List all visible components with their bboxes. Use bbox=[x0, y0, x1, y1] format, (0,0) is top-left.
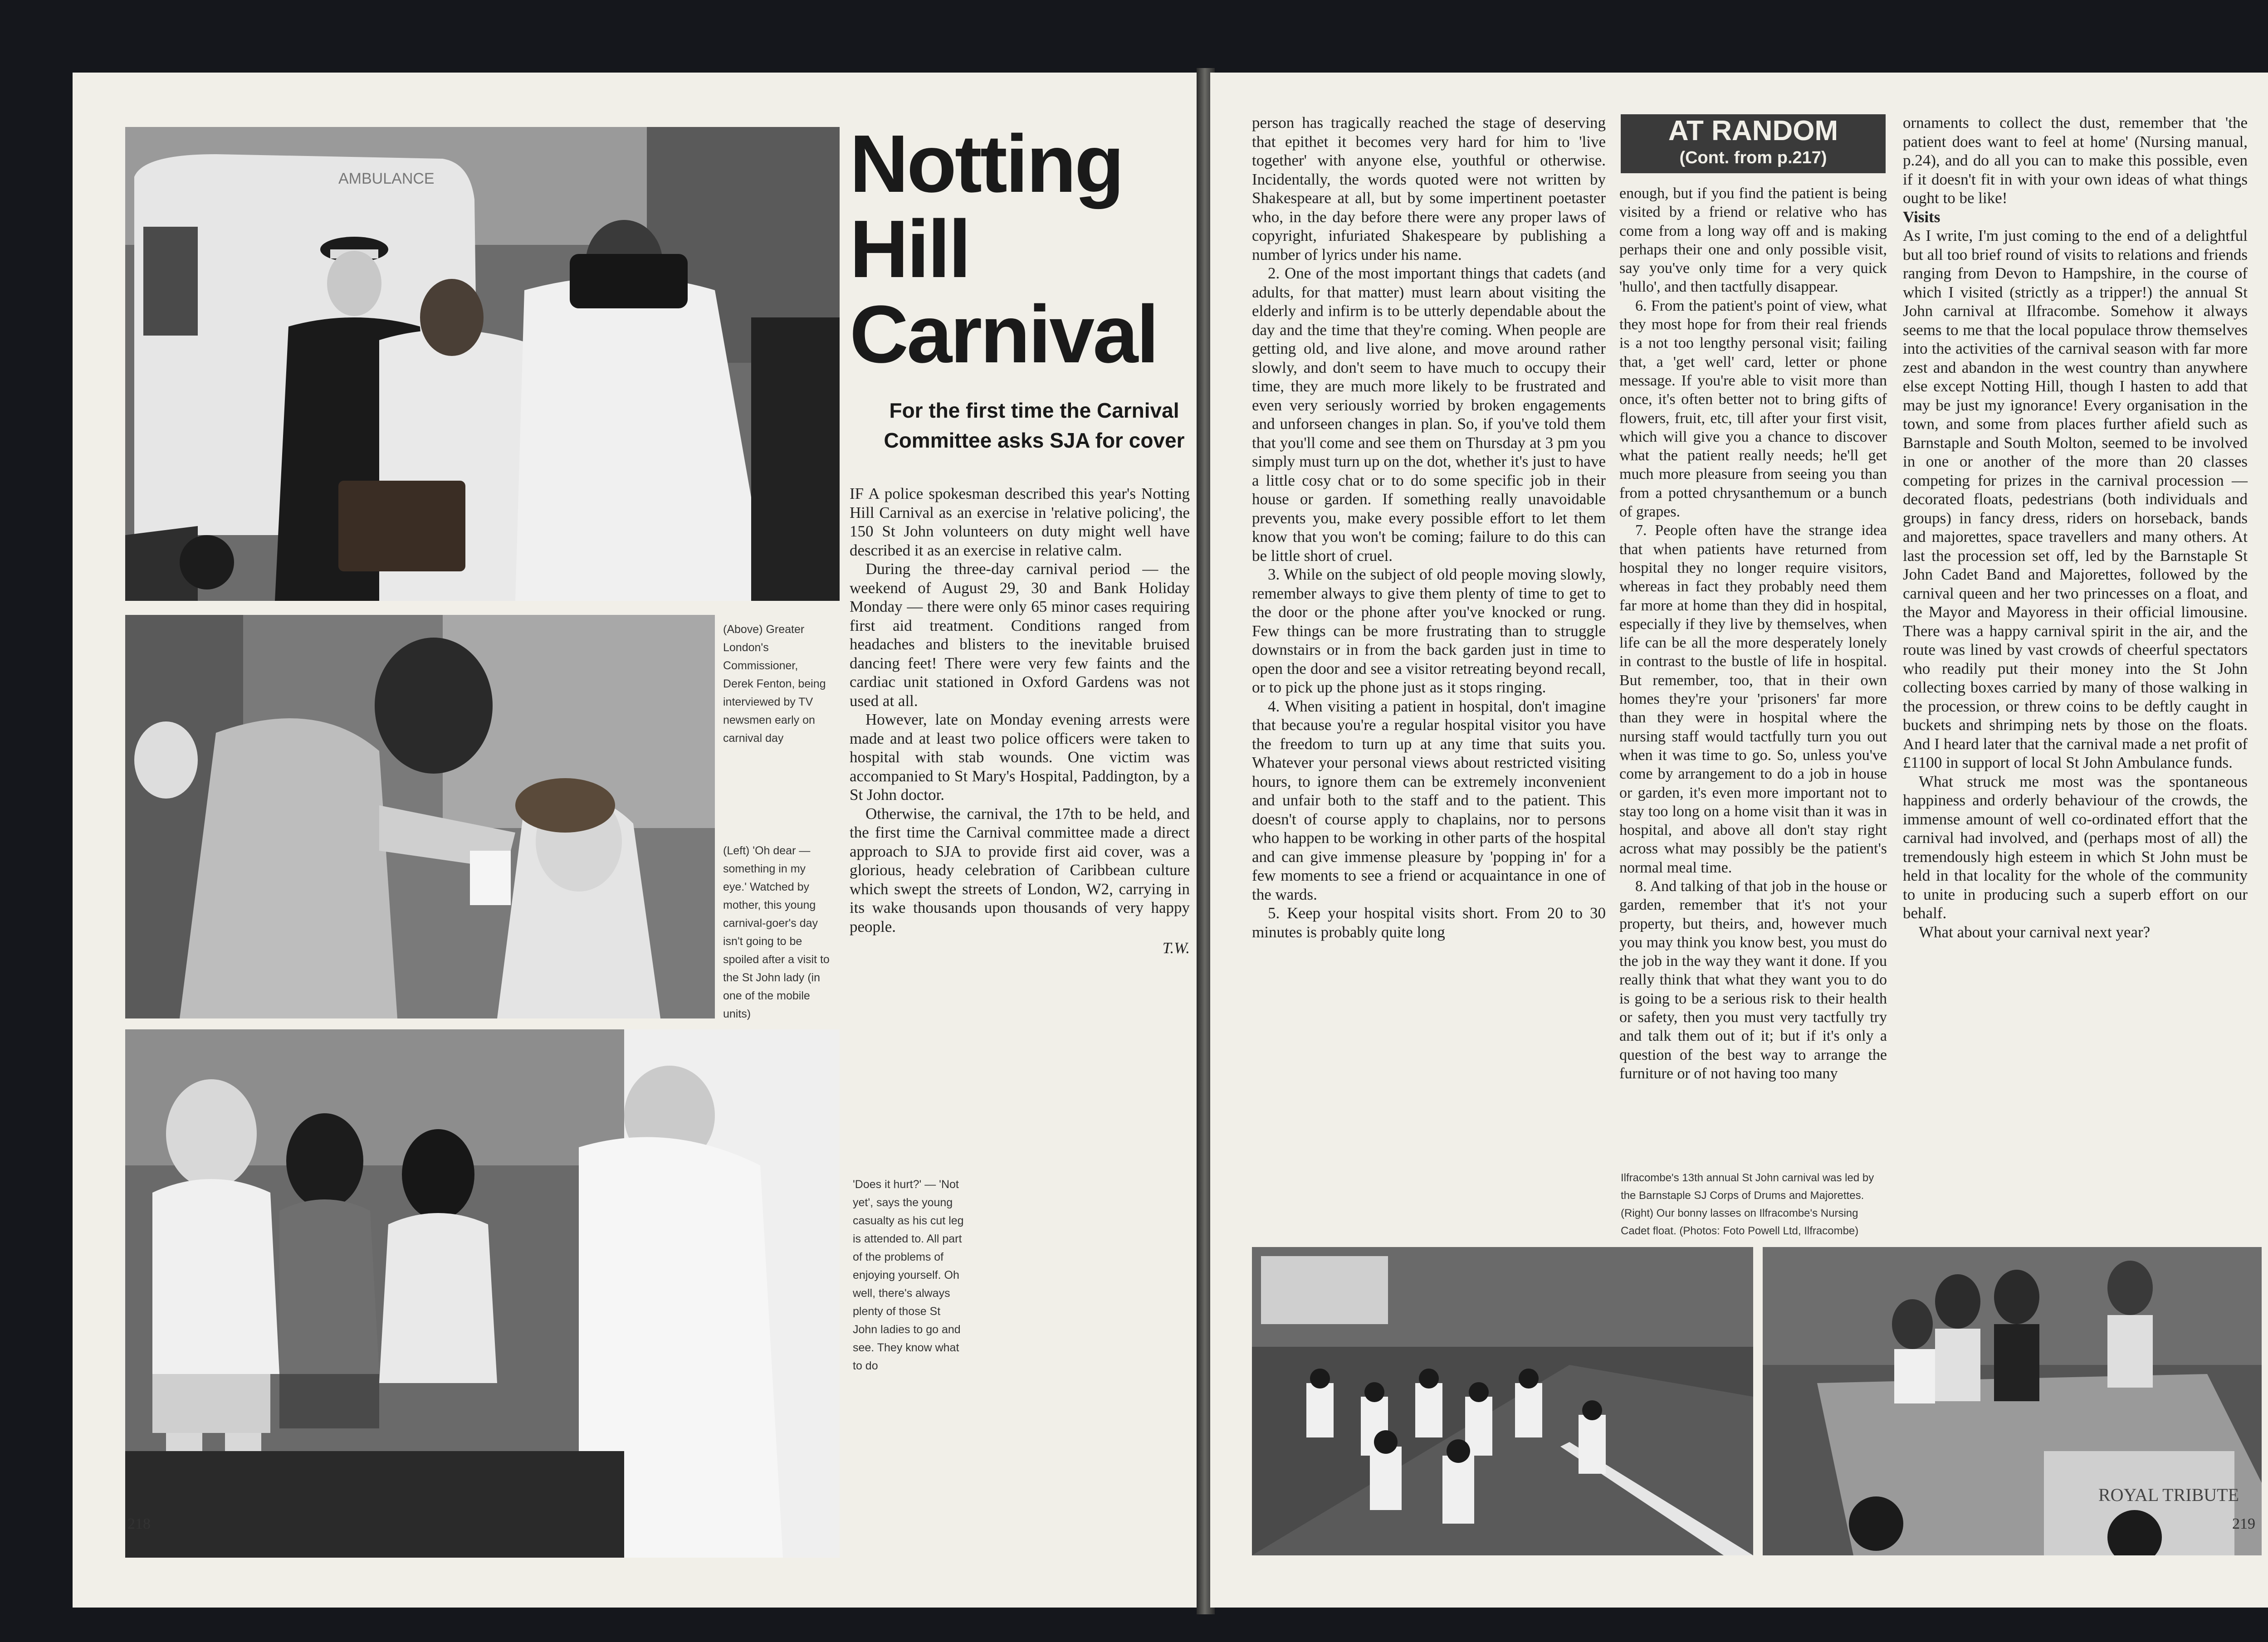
title-line-2: Hill bbox=[850, 204, 970, 295]
column-2-paragraph: enough, but if you find the patient is being visited by a friend or relative who has come from a long way off and is making perhaps their one and only possible visit, say you've only time for a very quick 'hullo', and then tactfully disappear. bbox=[1619, 185, 1887, 296]
caption-bottom: 'Does it hurt?' — 'Not yet', says the young casualty as his cut leg is attended to. All part of the problems of enjoying yourself. Oh well, there's always plenty of those St John ladies to go and see. They know what to do bbox=[853, 1178, 964, 1372]
column-3-paragraph: What about your carnival next year? bbox=[1919, 923, 2151, 941]
photo-caption-ilfracombe: Ilfracombe's 13th annual St John carnival was led by the Barnstaple SJ Corps of Drums and Majorettes. (Right) Our bonny lasses on Ilfracombe's Nursing Cadet float. (Photos: Foto Powell Ltd, Ilfracombe) bbox=[1621, 1172, 1874, 1237]
column-3-paragraph: What struck me most was the spontaneous happiness and orderly behaviour of the crowds, the immense amount of well co-ordinated effort that the carnival had involved, and (perhaps most of all) the tremendously high esteem in which St John must be held in that locality for the whole of the community to unite in producing such a superb effort on our behalf. bbox=[1903, 772, 2248, 922]
page-number-left: 218 bbox=[127, 1515, 151, 1532]
article-body bbox=[850, 484, 1190, 958]
banner-title: AT RANDOM bbox=[1668, 115, 1838, 146]
photo-cadet-float bbox=[1763, 1247, 2262, 1555]
column-2 bbox=[1619, 184, 1887, 1083]
column-1 bbox=[1252, 113, 1606, 941]
column-1-paragraph: person has tragically reached the stage of deserving that epithet it becomes very hard for him to 'live together' with anyone else, youthful or otherwise. Incidentally, the words quoted were not written by Shakespeare at all, but by some impertinent poetaster who, in the day before there were any proper laws of copyright, infuriated Shakespeare by publishing a number of lyrics under his name. bbox=[1252, 114, 1606, 263]
at-random-banner bbox=[1621, 114, 1886, 173]
photo-eye-treatment bbox=[125, 615, 715, 1018]
column-1-paragraph: 4. When visiting a patient in hospital, don't imagine that because you're a regular hospital visitor you have the freedom to turn up at any time that suits you. Whatever your personal views about restricted visiting hours, to ignore them can be extremely inconvenient and unfair both to the staff and to the patient. This doesn't of course apply to chaplains, nor to persons who happen to be working in other parts of the hospital and can give immense pleasure by 'popping in' for a few moments to see a friend or acquaintance in one of the wards. bbox=[1252, 697, 1606, 903]
column-3 bbox=[1903, 113, 2248, 941]
right-page bbox=[1210, 73, 2268, 1608]
article-paragraph: IF A police spokesman described this year's Notting Hill Carnival as an exercise in 'relative policing', the 150 St John volunteers on duty might well have described it as an exercise in relative calm. bbox=[850, 485, 1190, 559]
left-page bbox=[73, 73, 1202, 1608]
column-1-paragraph: 2. One of the most important things that cadets (and adults, for that matter) must learn about visiting the elderly and infirm is to be utterly dependable about the day and the time that they're coming. When people are getting old, and live alone, and move around rather slowly, and don't seem to have much to occupy their time, they are much more likely to be frustrated and even very seriously worried by broken engagements and unforseen changes in plan. So, if you've told them that you'll come and see them on Thursday at 3 pm you simply must turn up on the dot, whether it's just to have a little cosy chat or to do some specific job in their house or garden. If something really unavoidable prevents you, make every possible effort to let them know that you won't be coming; failure to do this can be little short of cruel. bbox=[1252, 264, 1606, 565]
page-number-right: 219 bbox=[2232, 1515, 2255, 1532]
visits-heading: Visits bbox=[1903, 208, 1941, 226]
column-2-paragraph: 8. And talking of that job in the house or garden, remember that it's not your property, but theirs, and, however much you may think you know best, you must do the job in the way they want it done. If you really think that what they want you to do is going to be a serious risk to their health or safety, then you must very tactfully try and talk them out of it; but if it's only a question of the best way to arrange the furniture or of not having too many bbox=[1619, 877, 1887, 1082]
article-title bbox=[850, 118, 1194, 380]
article-paragraph: During the three-day carnival period — the weekend of August 29, 30 and Bank Holiday Monday — there were only 65 minor cases requiring first aid treatment. Conditions ranged from headaches and blisters to the inevitable bruised dancing feet! There were very few faints and the cardiac unit stationed in Oxford Gardens was not used at all. bbox=[850, 560, 1190, 710]
column-3-paragraph: ornaments to collect the dust, remember that 'the patient does want to feel at home' (Nursing manual, p.24), and do all you can to make this possible, even if it doesn't fit in with your own ideas of what things ought to be like! bbox=[1903, 114, 2248, 207]
float-sign: ROYAL TRIBUTE bbox=[2098, 1485, 2239, 1505]
column-3-paragraph: As I write, I'm just coming to the end of a delightful but all too brief round of visits to relations and friends ranging from Devon to Hampshire, in the course of which I visited (strictly as a tripper!) the annual St John carnival at Ilfracombe. Somehow it always seems to me that the local populace throw themselves into the activities of the carnival season with far more zest and abandon in the west country than anywhere else except Notting Hill, though I hasten to add that may be just my ignorance! Every organisation in the town, and some from places further afield such as Barnstaple and South Molton, seemed to be involved in one or another of the more than 20 classes competing for prizes in the carnival procession — decorated floats, pedestrians (both individuals and groups) in fancy dress, riders on horseback, bands and majorettes, space travellers and many others. At last the procession set off, led by the Barnstaple St John Cadet Band and Majorettes, followed by the carnival queen and her two princesses on a float, and the Mayor and Mayoress in their official limousine. There was a happy carnival spirit in the air, and the route was lined by vast crowds of cheerful spectators who readily put their money into the St John collecting boxes carried by many of those walking in the procession, or threw coins to be deftly caught in buckets and shrimping nets by those on the floats. And I heard later that the carnival made a net profit of £1100 in support of local St John Ambulance funds. bbox=[1903, 227, 2248, 771]
title-line-3: Carnival bbox=[850, 289, 1158, 380]
column-2-paragraph: 7. People often have the strange idea that when patients have returned from hospital they no longer require visitors, whereas in fact they probably need them far more at home than they did in hospital, especially if they live by themselves, when life can be all the more desperately lonely in contrast to the bustle of life in hospital. But remember, too, that in their own homes they're your 'prisoners' far more than they were in hospital where the nursing staff would tactfully turn you out when it was time to go. So, unless you've come by arrangement to do a job in house or garden, it's even more important not to stay too long on a home visit than it was in hospital, and above all don't stay right across what may possibly be the patient's normal meal time. bbox=[1619, 522, 1887, 876]
caption-left: (Left) 'Oh dear — something in my eye.' Watched by mother, this young carnival-goer's day isn't going to be spoiled after a visit to the St John lady (in one of the mobile units) bbox=[723, 844, 830, 1020]
author-signature: T.W. bbox=[1162, 939, 1190, 957]
article-paragraph: Otherwise, the carnival, the 17th to be held, and the first time the Carnival committee made a direct approach to SJA to provide first aid cover, was a glorious, heady celebration of Caribbean culture which swept the streets of London, W2, carrying in its wake thousands upon thousands of very happy people. bbox=[850, 804, 1190, 936]
caption-above: (Above) Greater London's Commissioner, Derek Fenton, being interviewed by TV newsmen early on carnival day bbox=[723, 623, 826, 745]
column-2-paragraph: 6. From the patient's point of view, what they most hope for from their real friends is a not too lengthy personal visit; failing that, a 'get well' card, letter or phone message. If you're able to visit more than once, it's often better not to bring gifts of flowers, fruit, etc, till after your first visit, which will give you a chance to discover what the patient really needs; he'll get much more pleasure from seeing you than from a potted chrysanthemum or a bunch of grapes. bbox=[1619, 297, 1887, 521]
column-1-paragraph: 3. While on the subject of old people moving slowly, remember always to give them plenty of time to get to the door or the phone after you've knocked or rung. Few things can be more frustrating than to struggle downstairs or in from the back garden just in time to open the door and see a visitor retreating beyond recall, or to pick up the phone just as it stops ringing. bbox=[1252, 565, 1606, 696]
article-paragraph: However, late on Monday evening arrests were made and at least two police officers were taken to hospital with stab wounds. One victim was accompanied to St Mary's Hospital, Paddington, by a St John doctor. bbox=[850, 711, 1190, 804]
ambulance-sign: AMBULANCE bbox=[338, 170, 435, 187]
photo-drums-majorettes bbox=[1252, 1247, 1753, 1555]
banner-subtitle: (Cont. from p.217) bbox=[1679, 148, 1827, 167]
column-1-paragraph: 5. Keep your hospital visits short. From 20 to 30 minutes is probably quite long bbox=[1252, 904, 1606, 941]
photo-cut-leg bbox=[125, 1029, 840, 1558]
title-line-1: Notting bbox=[850, 118, 1123, 210]
article-subtitle: For the first time the Carnival Committee asks SJA for cover bbox=[884, 399, 1185, 452]
photo-commissioner-interview bbox=[125, 127, 840, 601]
